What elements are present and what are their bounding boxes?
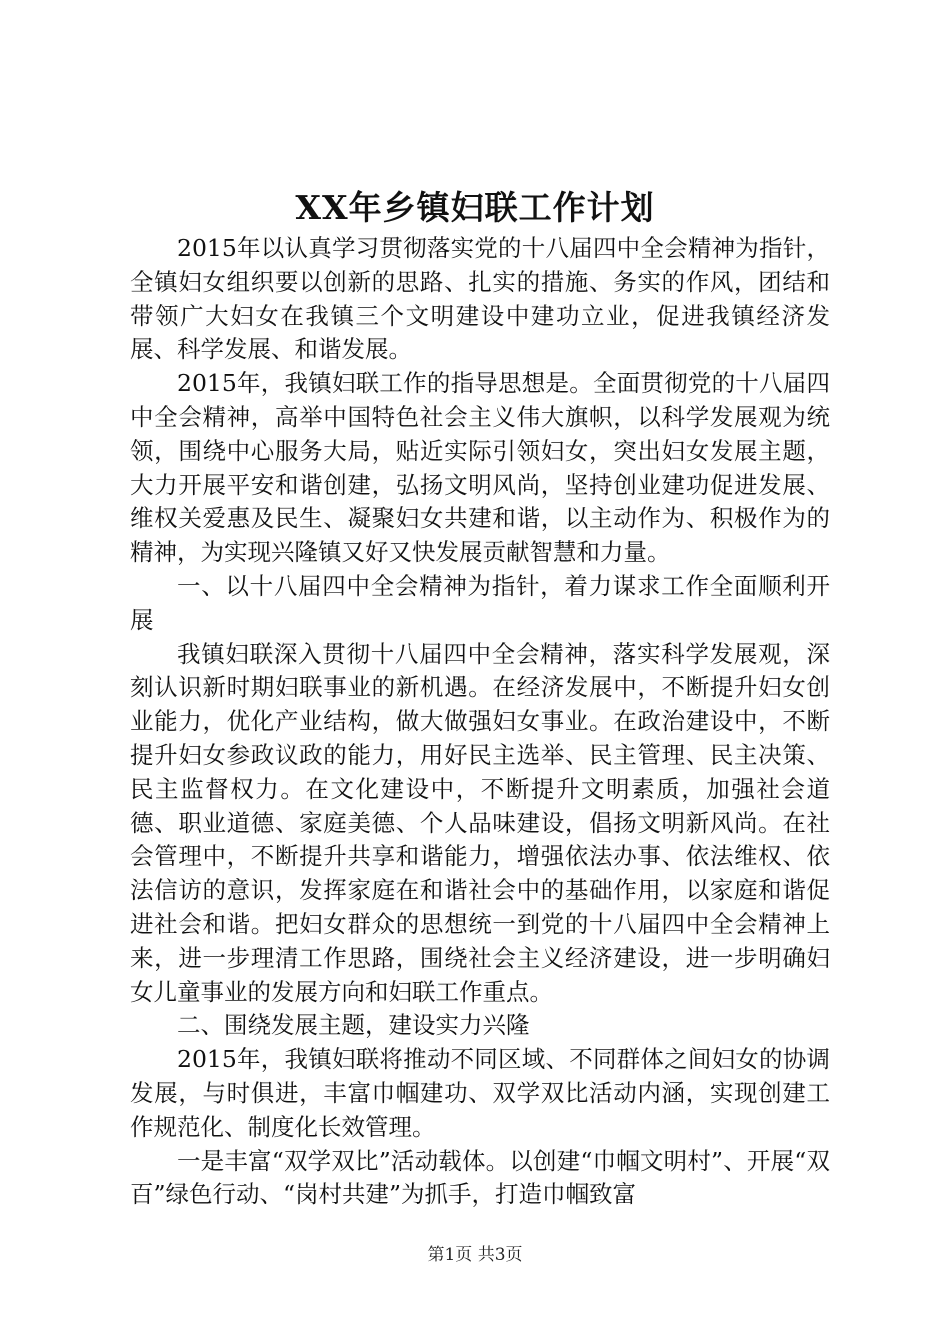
document-body <box>130 232 830 1212</box>
section-heading: 二、围绕发展主题，建设实力兴隆 <box>177 1011 530 1040</box>
document-title: XX年乡镇妇联工作计划 <box>295 188 655 227</box>
paragraph: 一是丰富“双学双比”活动载体。以创建“巾帼文明村”、开展“双百”绿色行动、“岗村共建”为抓手，打造巾帼致富 <box>130 1146 830 1209</box>
paragraph: 2015年，我镇妇联工作的指导思想是。全面贯彻党的十八届四中全会精神，高举中国特色社会主义伟大旗帜，以科学发展观为统领，围绕中心服务大局，贴近实际引领妇女，突出妇女发展主题，大力开展平安和谐创建，弘扬文明风尚，坚持创业建功促进发展、维权关爱惠及民生、凝聚妇女共建和谐，以主动作为、积极作为的精神，为实现兴隆镇又好又快发展贡献智慧和力量。 <box>130 369 830 567</box>
paragraph: 我镇妇联深入贯彻十八届四中全会精神，落实科学发展观，深刻认识新时期妇联事业的新机遇。在经济发展中，不断提升妇女创业能力，优化产业结构，做大做强妇女事业。在政治建设中，不断提升妇女参政议政的能力，用好民主选举、民主管理、民主决策、民主监督权力。在文化建设中，不断提升文明素质，加强社会道德、职业道德、家庭美德、个人品味建设，倡扬文明新风尚。在社会管理中，不断提升共享和谐能力，增强依法办事、依法维权、依法信访的意识，发挥家庭在和谐社会中的基础作用，以家庭和谐促进社会和谐。把妇女群众的思想统一到党的十八届四中全会精神上来，进一步理清工作思路，围绕社会主义经济建设，进一步明确妇女儿童事业的发展方向和妇联工作重点。 <box>130 639 830 1006</box>
paragraph: 2015年，我镇妇联将推动不同区域、不同群体之间妇女的协调发展，与时俱进，丰富巾帼建功、双学双比活动内涵，实现创建工作规范化、制度化长效管理。 <box>130 1045 830 1141</box>
section-heading: 一、以十八届四中全会精神为指针，着力谋求工作全面顺利开展 <box>130 571 830 634</box>
paragraph: 2015年以认真学习贯彻落实党的十八届四中全会精神为指针，全镇妇女组织要以创新的思路、扎实的措施、务实的作风，团结和带领广大妇女在我镇三个文明建设中建功立业，促进我镇经济发展、科学发展、和谐发展。 <box>130 234 830 364</box>
page-number-footer: 第1页 共3页 <box>427 1245 523 1265</box>
